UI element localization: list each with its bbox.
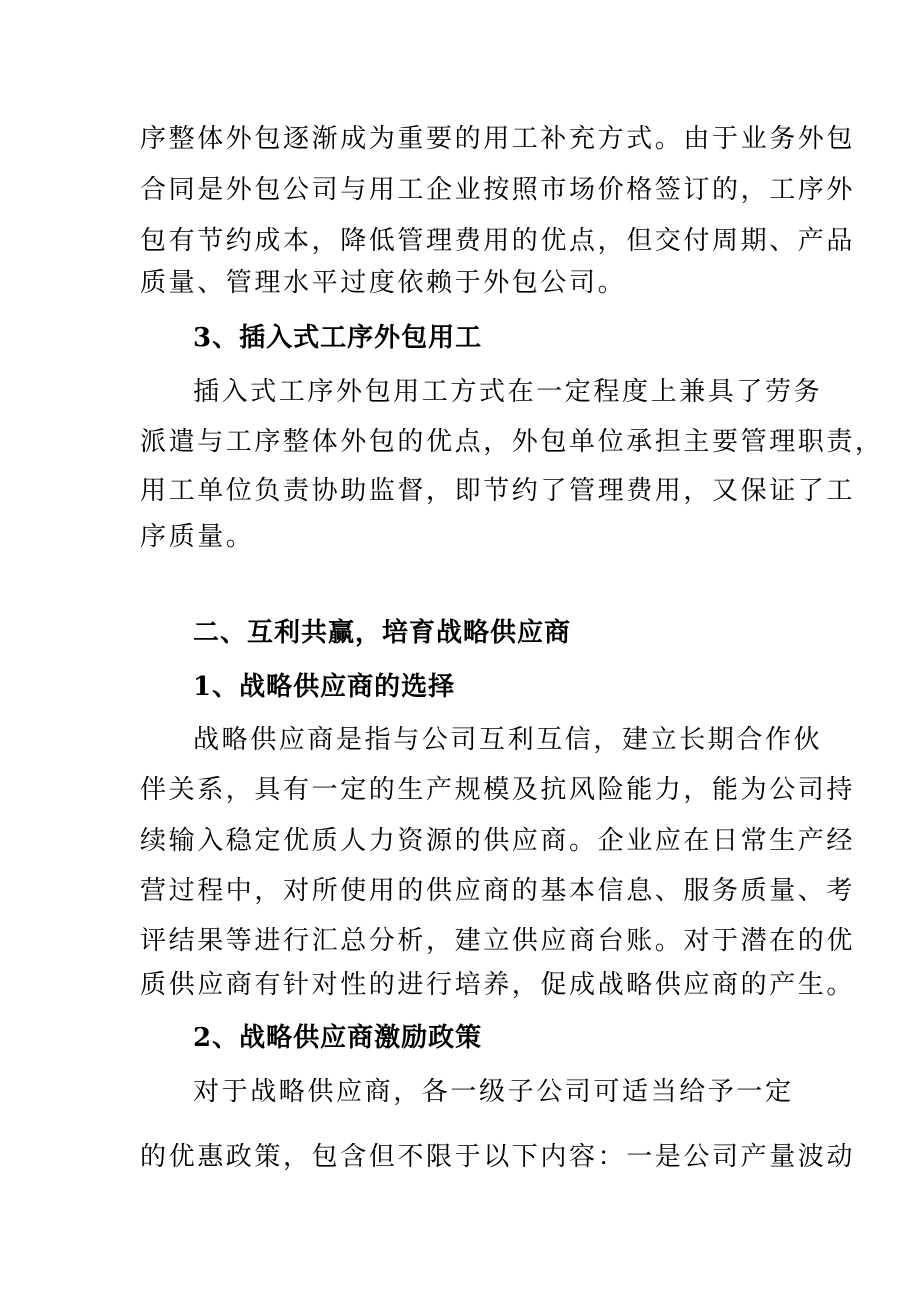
paragraph-line: 评结果等进行汇总分析，建立供应商台账。对于潜在的优 [140,926,856,956]
paragraph-line: 序质量。 [140,522,255,552]
paragraph-line: 营过程中，对所使用的供应商的基本信息、服务质量、考 [140,876,856,906]
paragraph-line: 的优惠政策，包含但不限于以下内容：一是公司产量波动 [140,1142,856,1172]
subsection-heading: 2、战略供应商激励政策 [193,1023,483,1053]
paragraph-line: 对于战略供应商，各一级子公司可适当给予一定 [193,1077,794,1107]
paragraph-line: 伴关系，具有一定的生产规模及抗风险能力，能为公司持 [140,775,856,805]
paragraph-line: 战略供应商是指与公司互利互信，建立长期合作伙 [193,725,823,755]
paragraph-line: 质供应商有针对性的进行培养，促成战略供应商的产生。 [140,970,856,1000]
paragraph-line: 插入式工序外包用工方式在一定程度上兼具了劳务 [193,377,823,407]
subsection-heading: 1、战略供应商的选择 [193,672,456,702]
paragraph-line: 续输入稳定优质人力资源的供应商。企业应在日常生产经 [140,826,856,856]
paragraph-line: 包有节约成本，降低管理费用的优点，但交付周期、产品 [140,226,856,256]
paragraph-line: 质量、管理水平过度依赖于外包公司。 [140,268,627,298]
section-title: 二、互利共赢，培育战略供应商 [193,618,572,648]
paragraph-line: 派遣与工序整体外包的优点，外包单位承担主要管理职责， [140,427,884,457]
paragraph-line: 序整体外包逐渐成为重要的用工补充方式。由于业务外包 [140,124,856,154]
subsection-heading: 3、插入式工序外包用工 [193,323,483,353]
paragraph-line: 用工单位负责协助监督，即节约了管理费用，又保证了工 [140,476,856,506]
paragraph-line: 合同是外包公司与用工企业按照市场价格签订的，工序外 [140,175,856,205]
